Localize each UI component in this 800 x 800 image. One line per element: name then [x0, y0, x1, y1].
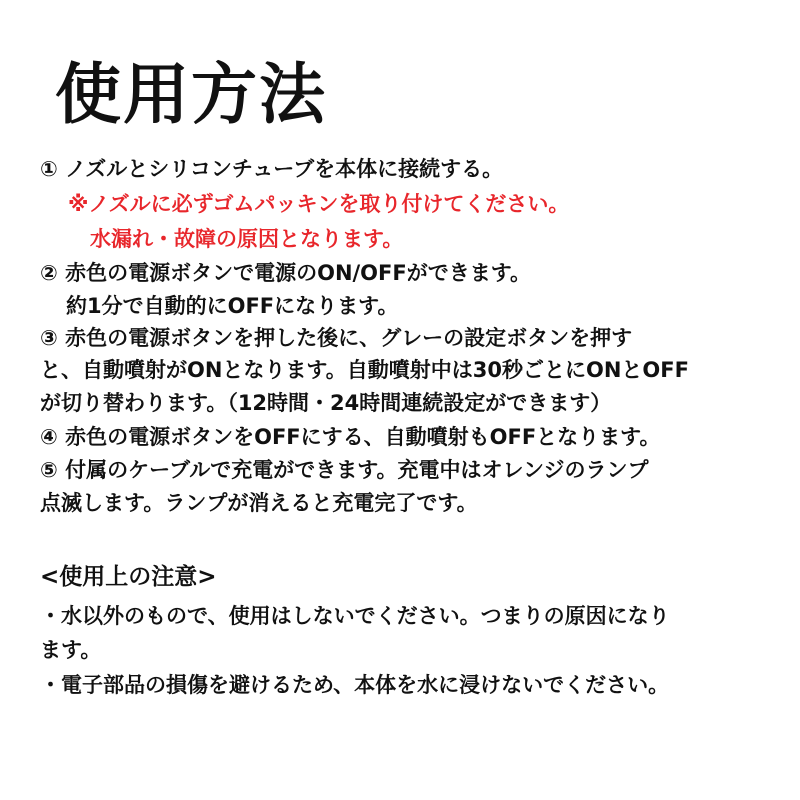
step-2-text: ② 赤色の電源ボタンで電源のON/OFFができます。	[40, 261, 532, 285]
step-4-text: ④ 赤色の電源ボタンをOFFにする、自動噴射もOFFとなります。	[40, 425, 661, 449]
step-5-text-continued: 点滅します。ランプが消えると充電完了です。	[40, 491, 478, 515]
step-3-text-continued-2: が切り替わります。（12時間・24時間連続設定ができます）	[40, 391, 612, 415]
note-2-text: ・電子部品の損傷を避けるため、本体を水に浸けないでください。	[40, 673, 670, 697]
step-1-text: ① ノズルとシリコンチューブを本体に接続する。	[40, 157, 504, 181]
step-5-text: ⑤ 付属のケーブルで充電ができます。充電中はオレンジのランプ	[40, 458, 649, 482]
step-3-text: ③ 赤色の電源ボタンを押した後に、グレーの設定ボタンを押す	[40, 326, 633, 350]
step-1-warning-line-2: 水漏れ・故障の原因となります。	[90, 227, 404, 251]
notes-heading: <使用上の注意>	[40, 564, 217, 590]
step-1-warning-line-1: ※ノズルに必ずゴムパッキンを取り付けてください。	[68, 192, 570, 216]
step-3-text-continued-1: と、自動噴射がONとなります。自動噴射中は30秒ごとにONとOFF	[40, 358, 689, 382]
note-1-text: ・水以外のもので、使用はしないでください。つまりの原因になり	[40, 604, 670, 628]
note-1-text-continued: ます。	[40, 638, 102, 662]
step-2-text-continued: 約1分で自動的にOFFになります。	[66, 294, 399, 318]
page-title: 使用方法	[55, 56, 327, 133]
